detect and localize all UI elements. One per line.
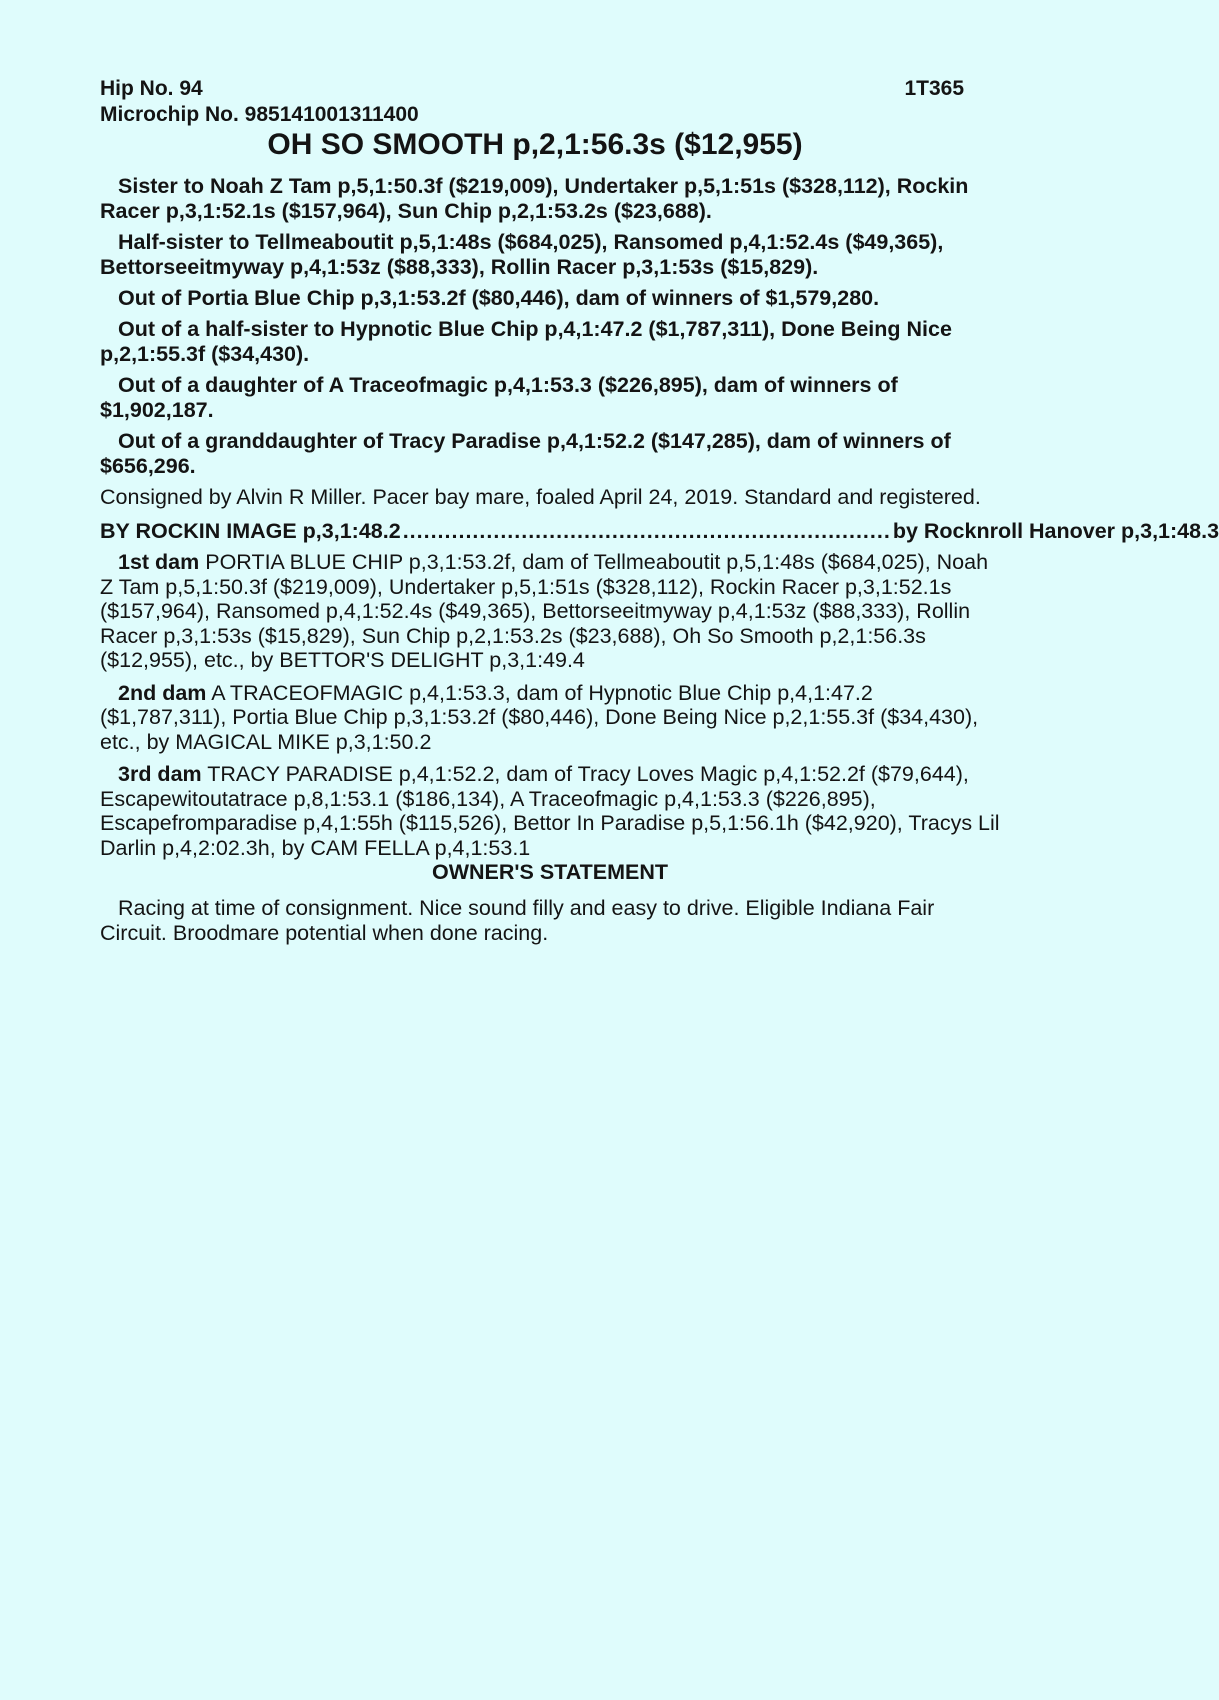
highlight-out-of-daughter: Out of a daughter of A Traceofmagic p,4,1:53.3 ($226,895), dam of winners of $1,902,187. <box>100 373 898 422</box>
second-dam-label: 2nd dam <box>118 680 207 705</box>
first-dam-label: 1st dam <box>118 550 200 574</box>
grandsire-name: by Rocknroll Hanover p,3,1:48.3 <box>892 519 1219 543</box>
header-row <box>100 76 1000 102</box>
first-dam-text: PORTIA BLUE CHIP p,3,1:53.2f, dam of Tellmeaboutit p,5,1:48s ($684,025), Noah Z Tam p,5,1:50.3f ($219,009), Undertaker p,5,1:51s ($328,112), Rockin Racer p,3,1:52.1s ($157,964), Ransomed p,4,1:52.4s ($49,365), Bettorseeitmyway p,4,1:53z ($88,333), Rollin Racer p,3,1:53s ($15,829), Sun Chip p,2,1:53.2s ($23,688), Oh So Smooth p,2,1:56.3s ($12,955), etc., by BETTOR'S DELIGHT p,3,1:49.4 <box>100 550 989 672</box>
horse-title: OH SO SMOOTH p,2,1:56.3s ($12,955) <box>267 128 803 161</box>
second-dam <box>100 681 1000 755</box>
highlight-out-of-granddaughter: Out of a granddaughter of Tracy Paradise p,4,1:52.2 ($147,285), dam of winners of $656,296. <box>100 429 951 478</box>
sire-name: BY ROCKIN IMAGE p,3,1:48.2 <box>100 519 401 543</box>
third-dam <box>100 762 1000 860</box>
owner-statement-title: OWNER'S STATEMENT <box>431 860 669 884</box>
sire-leader-dots: ...................................................................... <box>402 519 891 543</box>
hip-number: Hip No. 94 <box>100 77 203 100</box>
highlight-sister: Sister to Noah Z Tam p,5,1:50.3f ($219,009), Undertaker p,5,1:51s ($328,112), Rockin Racer p,3,1:52.1s ($157,964), Sun Chip p,2,1:53.2s ($23,688). <box>100 174 969 223</box>
third-dam-text: TRACY PARADISE p,4,1:52.2, dam of Tracy Loves Magic p,4,1:52.2f ($79,644), Escapewitoutatrace p,8,1:53.1 ($186,134), A Traceofmagic p,4,1:53.3 ($226,895), Escapefromparadise p,4,1:55h ($115,526), Bettor In Paradise p,5,1:56.1h ($42,920), Tracys Lil Darlin p,4,2:02.3h, by CAM FELLA p,4,1:53.1 <box>100 762 1000 860</box>
highlight-out-of: Out of Portia Blue Chip p,3,1:53.2f ($80,446), dam of winners of $1,579,280. <box>118 286 880 310</box>
owner-statement-text: Racing at time of consignment. Nice sound filly and easy to drive. Eligible Indiana Fair Circuit. Broodmare potential when done racing. <box>100 896 935 945</box>
sire-line <box>100 518 1219 544</box>
microchip-number: Microchip No. 985141001311400 <box>100 103 419 126</box>
highlight-out-of-half-sister: Out of a half-sister to Hypnotic Blue Chip p,4,1:47.2 ($1,787,311), Done Being Nice p,2,1:55.3f ($34,430). <box>100 317 952 366</box>
second-dam-text: A TRACEOFMAGIC p,4,1:53.3, dam of Hypnotic Blue Chip p,4,1:47.2 ($1,787,311), Portia Blue Chip p,3,1:53.2f ($80,446), Done Being Nice p,2,1:55.3f ($34,430), etc., by MAGICAL MIKE p,3,1:50.2 <box>100 680 979 754</box>
catalog-code: 1T365 <box>904 77 964 100</box>
third-dam-label: 3rd dam <box>118 762 202 786</box>
first-dam <box>100 550 1000 673</box>
consignment-info: Consigned by Alvin R Miller. Pacer bay mare, foaled April 24, 2019. Standard and registered. <box>100 485 981 509</box>
highlights <box>100 174 1000 479</box>
highlight-half-sister: Half-sister to Tellmeaboutit p,5,1:48s ($684,025), Ransomed p,4,1:52.4s ($49,365), Bettorseeitmyway p,4,1:53z ($88,333), Rollin Racer p,3,1:53s ($15,829). <box>100 230 944 279</box>
